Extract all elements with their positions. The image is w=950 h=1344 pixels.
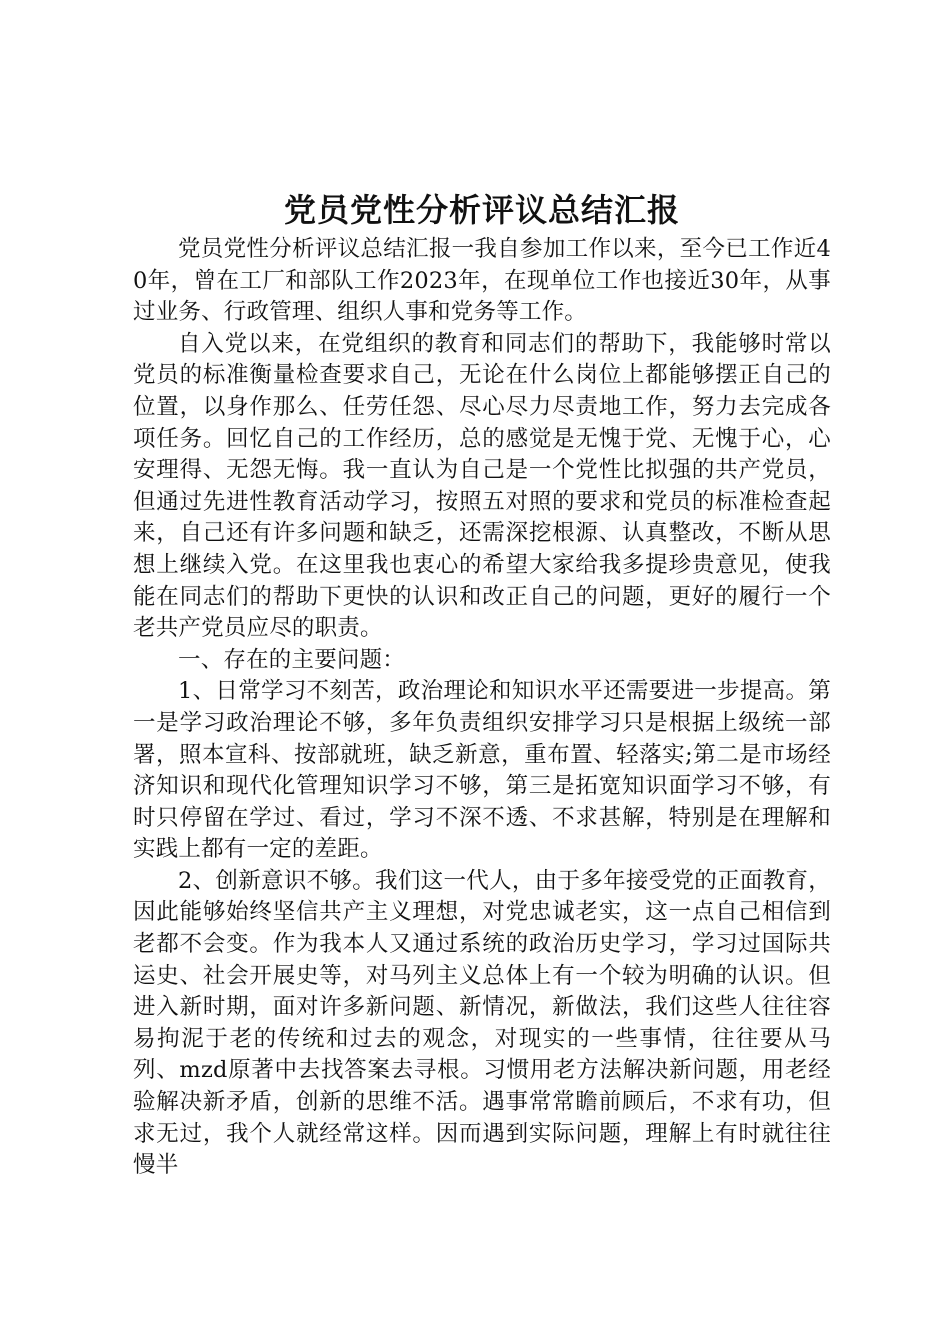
document-page — [133, 186, 831, 1182]
section-heading-main-problems: 一、存在的主要问题： — [178, 646, 406, 673]
paragraph-intro: 党员党性分析评议总结汇报一我自参加工作以来，至今已工作近40年，曾在工厂和部队工作2023年，在现单位工作也接近30年，从事过业务、行政管理、组织人事和党务等工作。 — [133, 236, 831, 326]
paragraph-problem-1: 1、日常学习不刻苦，政治理论和知识水平还需要进一步提高。第一是学习政治理论不够，多年负责组织安排学习只是根据上级统一部署，照本宣科、按部就班，缺乏新意，重布置、轻落实;第二是市场经济知识和现代化管理知识学习不够，第三是拓宽知识面学习不够，有时只停留在学过、看过，学习不深不透、不求甚解，特别是在理解和实践上都有一定的差距。 — [133, 678, 831, 863]
paragraph-since-joining-party: 自入党以来，在党组织的教育和同志们的帮助下，我能够时常以党员的标准衡量检查要求自己，无论在什么岗位上都能够摆正自己的位置，以身作那么、任劳任怨、尽心尽力尽责地工作，努力去完成各项任务。回忆自己的工作经历，总的感觉是无愧于党、无愧于心，心安理得、无怨无悔。我一直认为自己是一个党性比拟强的共产党员，但通过先进性教育活动学习，按照五对照的要求和党员的标准检查起来，自己还有许多问题和缺乏，还需深挖根源、认真整改，不断从思想上继续入党。在这里我也衷心的希望大家给我多提珍贵意见，使我能在同志们的帮助下更快的认识和改正自己的问题，更好的履行一个老共产党员应尽的职责。 — [133, 330, 831, 642]
paragraph-problem-2: 2、创新意识不够。我们这一代人，由于多年接受党的正面教育，因此能够始终坚信共产主义理想，对党忠诚老实，这一点自己相信到老都不会变。作为我本人又通过系统的政治历史学习，学习过国际共运史、社会开展史等，对马列主义总体上有一个较为明确的认识。但进入新时期，面对许多新问题、新情况，新做法，我们这些人往往容易拘泥于老的传统和过去的观念，对现实的一些事情，往往要从马列、mzd原著中去找答案去寻根。习惯用老方法解决新问题，用老经验解决新矛盾，创新的思维不活。遇事常常瞻前顾后，不求有功，但求无过，我个人就经常这样。因而遇到实际问题，理解上有时就往往慢半 — [133, 867, 831, 1179]
document-title: 党员党性分析评议总结汇报 — [283, 191, 680, 229]
